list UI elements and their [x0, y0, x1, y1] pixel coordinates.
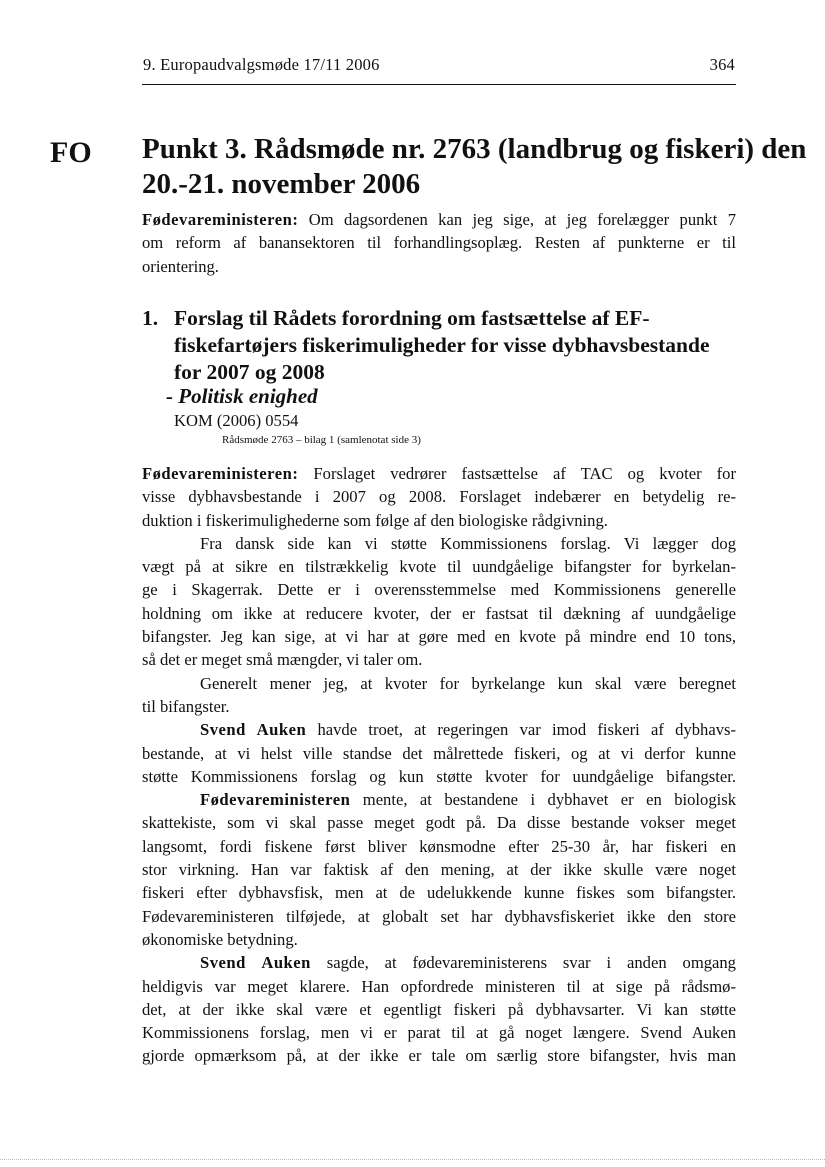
- speaker-name: Fødevareministeren:: [142, 464, 299, 483]
- page-number: 364: [709, 55, 735, 74]
- header-rule: [142, 84, 736, 85]
- section-heading: [142, 132, 807, 202]
- intro-text: Om dagsordenen kan jeg sige, at jeg forelægger punkt 7: [308, 210, 736, 229]
- intro-line-3: orientering.: [142, 256, 219, 276]
- page-edge-rule: [0, 1159, 825, 1160]
- item-title-line-2: fiskefartøjers fiskerimuligheder for visse dybhavsbestande: [174, 333, 710, 357]
- speaker-name: Fødevareministeren:: [142, 210, 299, 229]
- speaker-name: Svend Auken: [200, 720, 307, 740]
- speaker-name: Fødevareministeren: [200, 790, 351, 810]
- heading-line-2: 20.-21. november 2006: [142, 168, 421, 200]
- running-title: 9. Europaudvalgsmøde 17/11 2006: [143, 55, 380, 74]
- speaker-name: Svend Auken: [200, 953, 311, 973]
- body-text: Fødevareministeren: Forslaget vedrører fastsættelse af TAC og kvoter for visse dybhavsbestande i 2007 og 2008. Forslaget indebærer en betydelig re- duktion i fiskerimulighederne som følge af den biologiske rådgivning. Fra dansk side kan vi støtte Kommissionens forslag. Vi lægger dog vægt på at sikre en tilstrækkelig kvote til uundgåelige bifangster for byrkelan- ge i Skagerrak. Dette er i overensstemmelse med Kommissionens generelle holdning om ikke at reducere kvoter, der er fastsat til dækning af uundgåelige bifangster. Jeg kan sige, at vi har at gøre med en kvote på mindre end 10 tons, så det er meget små mængder, vi taler om. Generelt mener jeg, at kvoter for byrkelange kun skal være beregnet til bifangster. Svend Auken havde troet, at regeringen var imod fiskeri af dybhavs- bestande, at vi helst ville standse det målrettede fiskeri, og at vi derfor kunne støtte Kommissionens forslag og kun støtte kvoter for uundgåelige bifangster. Fødevareministeren mente, at bestandene i dybhavet er en biologisk skattekiste, som vi skal passe meget godt på. Da disse bestande vokser meget langsomt, fordi fiskene først bliver kønsmodne efter 25-30 år, har fiskeri en stor virkning. Han var faktisk af den mening, at der ikke skulle være noget fiskeri efter dybhavsfisk, men at de udelukkende kunne fiskes som bifangster. Fødevareministeren tilføjede, at globalt set har dybhavsfiskeriet ikke den store økonomiske betydning. Svend Auken sagde, at fødevareministerens svar i anden omgang heldigvis var meget klarere. Han opfordrede ministeren til at sige på rådsmø- det, at der ikke skal være et egentligt fiskeri på dybhavsarter. Vi kan støtte Kommissionens forslag, men vi er parat til at gå noget længere. Svend Auken gjorde opmærksom på, at der ikke er tale om særlig store bifangster, hvis man: [142, 464, 737, 1066]
- intro-paragraph: [142, 208, 736, 278]
- margin-mark: FO: [50, 136, 92, 169]
- agenda-item-status: - Politisk enighed: [166, 384, 318, 408]
- running-header: [143, 55, 735, 75]
- kom-reference: KOM (2006) 0554: [174, 411, 299, 430]
- agenda-item-title: [142, 305, 742, 386]
- heading-line-1: Punkt 3. Rådsmøde nr. 2763 (landbrug og fiskeri) den: [142, 133, 807, 165]
- agenda-item-number: 1.: [142, 306, 159, 330]
- item-title-line-1: Forslag til Rådets forordning om fastsættelse af EF-: [174, 306, 650, 330]
- annex-reference: Rådsmøde 2763 – bilag 1 (samlenotat side 3): [222, 434, 421, 446]
- item-title-line-3: for 2007 og 2008: [174, 360, 325, 384]
- intro-line-2: om reform af banansektoren til forhandlingsoplæg. Resten af punkterne er til: [142, 233, 736, 253]
